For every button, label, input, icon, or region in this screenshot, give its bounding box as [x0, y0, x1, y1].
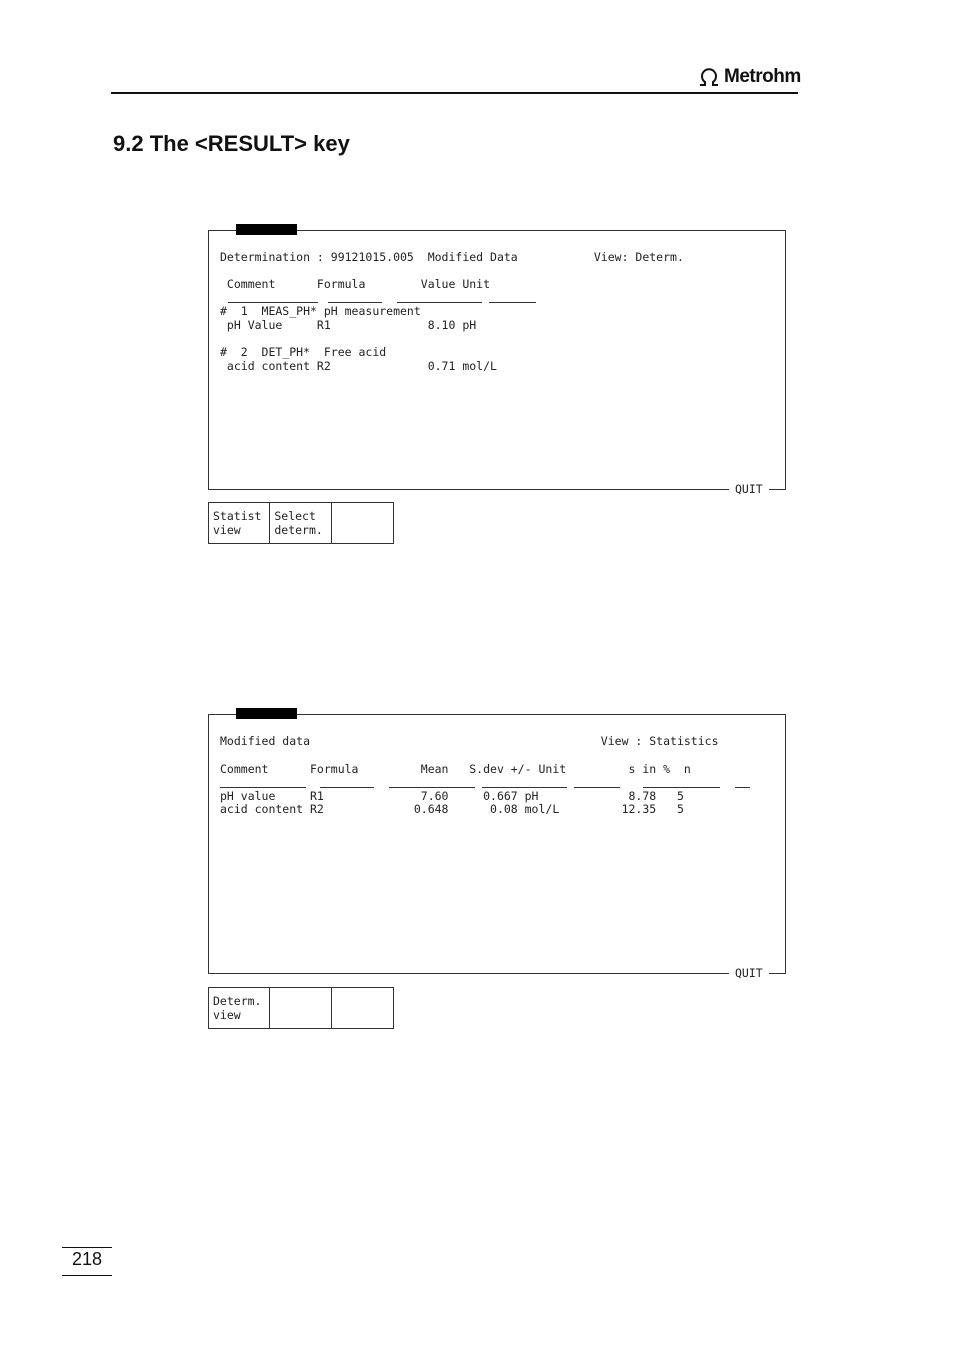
underline-n: [735, 787, 750, 788]
column-header: Comment Formula Mean S.dev +/- Unit s in % n: [220, 762, 691, 776]
section-title: 9.2 The <RESULT> key: [113, 131, 350, 156]
underline-sdev: [482, 787, 567, 788]
page-number-rule: [62, 1247, 112, 1248]
underline-value: [397, 302, 482, 303]
brand-name: Metrohm: [724, 66, 801, 87]
determ-view-softkey[interactable]: Determ. view: [209, 988, 270, 1028]
underline-formula: [320, 787, 374, 788]
determination-line: Determination : 99121015.005 Modified Data View: Determ.: [220, 250, 684, 264]
result-row: pH Value R1 8.10 pH: [220, 318, 477, 332]
column-header: Comment Formula Value Unit: [220, 277, 491, 291]
underline-s-percent: [643, 787, 720, 788]
result-row: acid content R2 0.71 mol/L: [220, 359, 497, 373]
quit-label[interactable]: QUIT: [729, 482, 769, 496]
empty-softkey[interactable]: [270, 988, 331, 1028]
underline-formula: [328, 302, 382, 303]
header-rule: [111, 92, 798, 94]
empty-softkey[interactable]: [332, 988, 393, 1028]
screen-tab-marker: [236, 224, 297, 235]
metrohm-logo: [697, 66, 801, 88]
statist-view-softkey[interactable]: Statist view: [209, 503, 270, 543]
underline-mean: [389, 787, 475, 788]
screen-tab-marker: [236, 708, 297, 719]
quit-label[interactable]: QUIT: [729, 966, 769, 980]
statistics-row: acid content R2 0.648 0.08 mol/L 12.35 5: [220, 802, 684, 816]
page-number: 218: [71, 1249, 103, 1269]
underline-unit: [489, 302, 536, 303]
underline-comment: [220, 787, 306, 788]
underline-comment: [228, 302, 318, 303]
softkey-bar: [208, 502, 394, 544]
statistics-row: pH value R1 7.60 0.667 pH 8.78 5: [220, 789, 684, 803]
modified-data-line: Modified data View : Statistics: [220, 734, 719, 748]
group1-heading: # 1 MEAS_PH* pH measurement: [220, 304, 421, 318]
softkey-bar: [208, 987, 394, 1029]
statistics-screen: [208, 714, 786, 974]
group2-heading: # 2 DET_PH* Free acid: [220, 345, 387, 359]
select-determ-softkey[interactable]: Select determ.: [270, 503, 331, 543]
underline-unit: [574, 787, 620, 788]
page-number-rule: [62, 1275, 112, 1276]
empty-softkey[interactable]: [332, 503, 393, 543]
omega-icon: [697, 67, 721, 87]
